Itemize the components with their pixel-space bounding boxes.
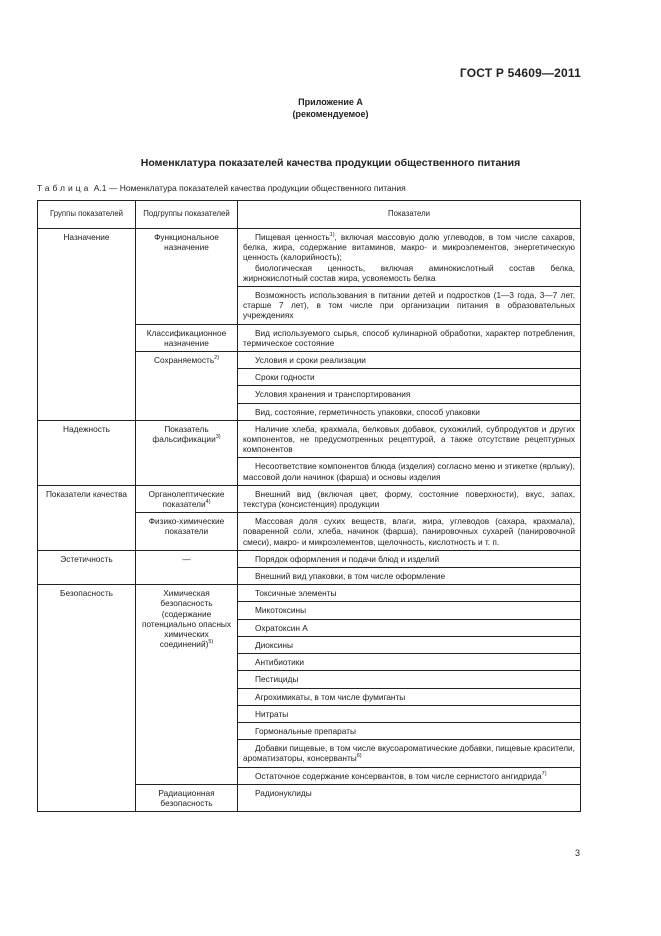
indicator-text-part: Агрохимикаты, в том числе фумиганты: [255, 691, 406, 702]
indicator-cell: [238, 485, 581, 512]
indicator-text-part: Пестициды: [255, 674, 299, 685]
indicator-text-part: Несоответствие компонентов блюда (изделия) согласно меню и этикетке (ярлыку), массовой доли начинок (фарша) и основы изделия: [243, 461, 575, 482]
indicator-cell: [238, 352, 581, 369]
subgroup-cell: [136, 485, 238, 512]
indicator-text: [243, 726, 575, 736]
subgroup-name: Классификационное назначение: [146, 327, 227, 348]
indicator-text-part: Антибиотики: [255, 657, 305, 668]
subgroup-name: Химическая безопасность (содержание потенциально опасных химических соединений): [141, 588, 232, 650]
subgroup-name: Сохраняемость: [153, 355, 215, 366]
caption-number: А.1: [93, 183, 107, 193]
indicator-cell: [238, 722, 581, 739]
subgroup-cell: [136, 550, 238, 584]
subgroup-name: Органолептические показатели: [148, 488, 225, 510]
header-groups: Группы показателей: [38, 201, 136, 229]
caption-text: — Номенклатура показателей качества продукции общественного питания: [108, 183, 406, 193]
indicator-text-part: Порядок оформления и подачи блюд и изделий: [255, 553, 440, 564]
indicator-text-part: Условия и сроки реализации: [255, 355, 366, 366]
indicator-text: [243, 771, 575, 781]
indicator-text-part: Возможность использования в питании детей и подростков (1—3 года, 3—7 лет, старше 7 лет), в том числе при организации питания в образовательных учреждениях: [243, 290, 575, 321]
indicator-text-part: Охратоксин А: [255, 622, 308, 633]
subgroup-cell: [136, 513, 238, 551]
table-row: [38, 229, 581, 287]
subgroup-cell: [136, 324, 238, 351]
group-cell: Надежность: [38, 420, 136, 485]
indicator-text-part: Вид используемого сырья, способ кулинарной обработки, характер потребления, термическое состояние: [243, 327, 575, 348]
indicator-text: [243, 424, 575, 455]
indicator-text: [243, 640, 575, 650]
subgroup-name: —: [182, 553, 191, 564]
indicator-text: [243, 709, 575, 719]
table-caption: [37, 183, 406, 193]
indicator-text: [243, 328, 575, 348]
footnote-ref: 6): [356, 753, 362, 760]
indicator-cell: [238, 784, 581, 811]
indicator-text-part: Остаточное содержание консервантов, в том числе сернистого ангидрида: [255, 770, 542, 781]
indicator-text-part: Пищевая ценность: [255, 232, 330, 242]
subgroup-name: Функциональное назначение: [154, 232, 219, 253]
subgroup-cell: [136, 352, 238, 421]
header-indicators: Показатели: [238, 201, 581, 229]
footnote-ref: 5): [208, 639, 214, 646]
indicator-text: [243, 554, 575, 564]
indicator-text-part: Токсичные элементы: [255, 588, 337, 599]
indicator-cell: [238, 705, 581, 722]
footnote-ref: 4): [205, 499, 211, 506]
indicator-text-part: Микотоксины: [255, 605, 307, 616]
indicator-text: [243, 389, 575, 399]
subgroup-cell: [136, 229, 238, 325]
indicator-text: [243, 489, 575, 509]
indicator-text: [243, 743, 575, 763]
indicator-text-part: Гормональные препараты: [255, 725, 356, 736]
indicator-cell: [238, 568, 581, 585]
indicator-cell: [238, 420, 581, 458]
indicator-text: [243, 788, 575, 798]
indicator-text-part: Добавки пищевые, в том числе вкусоароматические добавки, пищевые красители, ароматизаторы, консерванты: [243, 743, 575, 764]
subgroup-cell: [136, 585, 238, 784]
indicator-text: [243, 355, 575, 365]
indicator-cell: [238, 513, 581, 551]
footnote-ref: 3): [215, 434, 221, 441]
indicator-text: [243, 290, 575, 321]
indicator-text: [243, 516, 575, 547]
indicator-cell: [238, 671, 581, 688]
indicator-text-part: Внешний вид упаковки, в том числе оформление: [255, 571, 446, 582]
indicator-text: [243, 605, 575, 615]
indicator-cell: [238, 619, 581, 636]
caption-prefix: Таблица: [37, 183, 92, 193]
table-row: [38, 485, 581, 512]
subgroup-cell: [136, 784, 238, 811]
appendix-label: Приложение А: [298, 97, 363, 107]
indicator-cell: [238, 324, 581, 351]
indicator-cell: [238, 386, 581, 403]
indicator-text-part: Массовая доля сухих веществ, влаги, жира, углеводов (сахара, крахмала), поваренной соли, хлеба, начинок (фарша), панировочных сухарей (панировочной смеси), макро- и микроэлементов, щелочность, кислотность и т. п.: [243, 516, 575, 547]
indicator-cell: [238, 602, 581, 619]
indicator-text-extra: биологическая ценность, включая аминокислотный состав белка, жирнокислотный состав жира, усвояемость белка: [243, 262, 575, 283]
indicators-table: [37, 200, 581, 812]
indicator-cell: [238, 550, 581, 567]
standard-number: ГОСТ Р 54609—2011: [459, 66, 581, 80]
indicator-cell: [238, 403, 581, 420]
indicator-text-part: Радионуклиды: [255, 787, 312, 798]
appendix-note: (рекомендуемое): [292, 109, 369, 119]
group-cell: Назначение: [38, 229, 136, 421]
indicator-cell: [238, 458, 581, 485]
indicator-text: [243, 407, 575, 417]
table-row: [38, 420, 581, 458]
indicator-text-part: Сроки годности: [255, 372, 315, 383]
indicator-text-part: Внешний вид (включая цвет, форму, состояние поверхности), вкус, запах, текстура (консистенция) продукции: [243, 488, 575, 510]
indicator-cell: [238, 654, 581, 671]
indicator-text-part: Нитраты: [255, 708, 289, 719]
group-cell: Эстетичность: [38, 550, 136, 584]
indicator-text: [243, 674, 575, 684]
table-body: [38, 229, 581, 812]
indicator-cell: [238, 287, 581, 325]
subgroup-name: Физико-химические показатели: [148, 516, 225, 537]
indicator-cell: [238, 740, 581, 767]
indicator-cell: [238, 688, 581, 705]
page-number: 3: [575, 848, 581, 858]
subgroup-name: Показатель фальсификации: [152, 423, 216, 445]
indicator-text: [243, 623, 575, 633]
group-cell: Безопасность: [38, 585, 136, 812]
indicator-text: [243, 232, 575, 263]
indicator-text-part: Диоксины: [255, 639, 293, 650]
indicator-cell: [238, 767, 581, 784]
indicator-text: [243, 461, 575, 481]
footnote-ref: 1): [329, 232, 335, 238]
footnote-ref: 2): [214, 355, 220, 362]
header-subgroups: Подгруппы показателей: [136, 201, 238, 229]
indicator-cell: [238, 369, 581, 386]
subgroup-name: Радиационная безопасность: [158, 787, 215, 808]
indicator-text: [243, 692, 575, 702]
indicator-cell: [238, 636, 581, 653]
document-title: Номенклатура показателей качества продукции общественного питания: [140, 157, 521, 169]
indicator-text-part: Наличие хлеба, крахмала, белковых добавок, сухожилий, субпродуктов и других компонентов, не предусмотренных рецептурой, а также отсутствие рецептурных компонентов: [243, 423, 575, 455]
table-row: [38, 585, 581, 602]
indicator-text: [243, 588, 575, 598]
indicator-cell: [238, 229, 581, 287]
table-row: [38, 550, 581, 567]
group-cell: Показатели качества: [38, 485, 136, 550]
indicator-text: [243, 372, 575, 382]
indicator-text-part: Вид, состояние, герметичность упаковки, способ упаковки: [255, 406, 480, 417]
indicator-cell: [238, 585, 581, 602]
indicator-text: [243, 657, 575, 667]
subgroup-cell: [136, 420, 238, 485]
footnote-ref: 7): [541, 770, 547, 777]
indicator-text-part: , включая массовую долю углеводов, в том числе сахаров, белка, жира, содержание витаминов, макро- и микроэлементов, энергетическую ценность (калорийность);: [243, 232, 575, 263]
table-header-row: [38, 201, 581, 229]
indicator-text: [243, 571, 575, 581]
indicator-text-part: Условия хранения и транспортирования: [255, 389, 411, 400]
